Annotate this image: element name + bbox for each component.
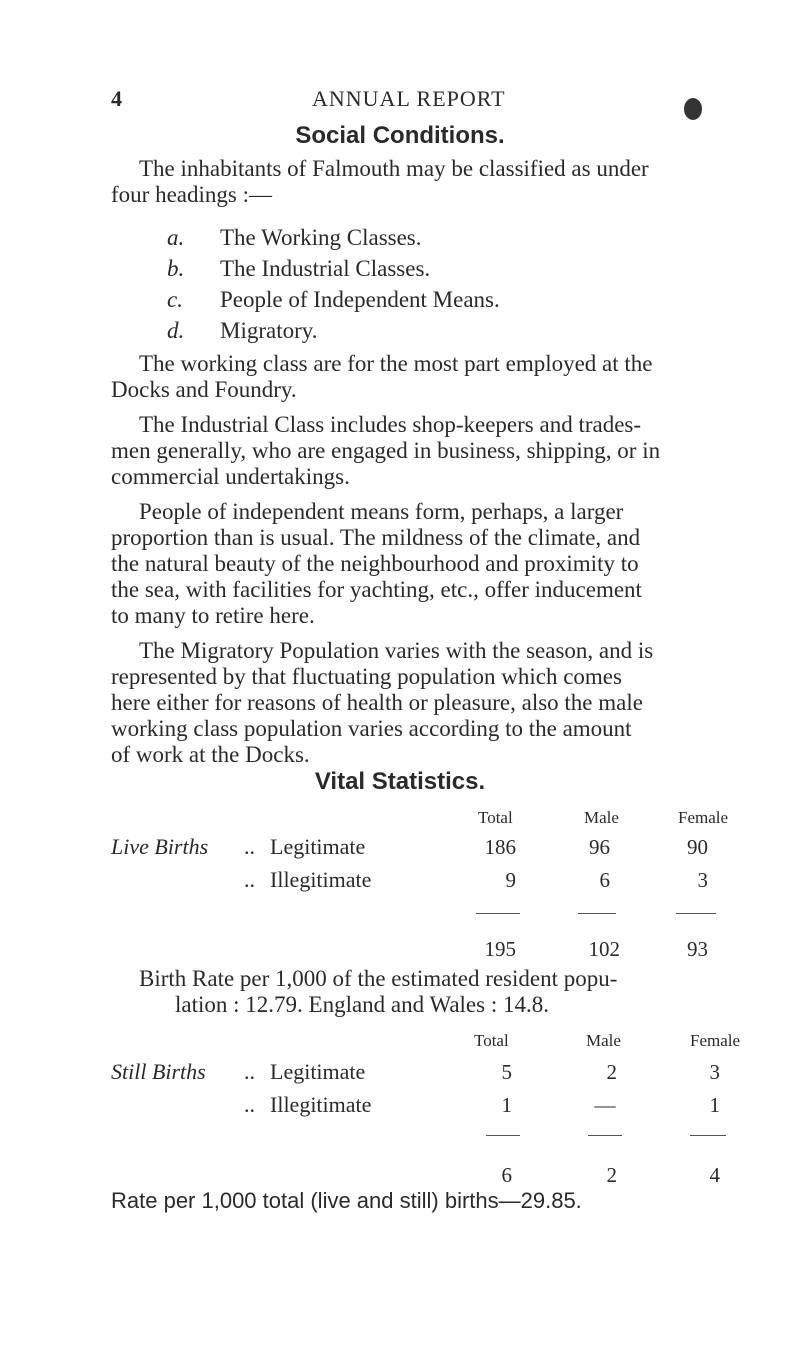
- total-male: 2: [606, 1163, 617, 1187]
- cell-female: 3: [709, 1060, 720, 1084]
- column-header-total: Total: [478, 808, 513, 827]
- vital-statistics-title: Vital Statistics.: [314, 768, 486, 795]
- paragraph-line: The working class are for the most part employed at the: [139, 351, 653, 376]
- cell-male: —: [594, 1093, 616, 1117]
- ink-blot: [684, 98, 702, 120]
- paragraph-line: the natural beauty of the neighbourhood and proximity to: [111, 551, 639, 576]
- paragraph-line: proportion than is usual. The mildness of the climate, and: [111, 525, 641, 550]
- cell-total: 5: [501, 1060, 512, 1084]
- live-births-heading: Live Births: [111, 834, 209, 859]
- total-rule: [486, 1135, 520, 1136]
- row-dots: ..: [244, 834, 255, 859]
- category-letter: b.: [167, 256, 185, 281]
- row-dots: ..: [244, 1059, 255, 1084]
- paragraph-line: to many to retire here.: [111, 603, 315, 628]
- row-dots: ..: [244, 1092, 255, 1117]
- cell-female: 1: [709, 1093, 720, 1117]
- category-letter: d.: [167, 318, 185, 343]
- column-header-male: Male: [586, 1031, 621, 1050]
- cell-female: 90: [687, 835, 708, 859]
- category-text: The Industrial Classes.: [220, 256, 431, 281]
- cell-total: 9: [505, 868, 516, 892]
- total-female: 93: [687, 937, 708, 961]
- total-rule: [588, 1135, 622, 1136]
- row-label: Illegitimate: [270, 1092, 372, 1117]
- cell-male: 96: [589, 835, 610, 859]
- cell-male: 6: [599, 868, 610, 892]
- row-label: Legitimate: [270, 834, 366, 859]
- cell-male: 2: [606, 1060, 617, 1084]
- cell-total: 1: [501, 1093, 512, 1117]
- row-label: Legitimate: [270, 1059, 366, 1084]
- page-number: 4: [111, 86, 122, 111]
- paragraph-line: The Industrial Class includes shop-keepers and trades-: [139, 412, 642, 437]
- total-rule: [676, 913, 716, 914]
- cell-female: 3: [697, 868, 708, 892]
- paragraph-line: the sea, with facilities for yachting, etc., offer inducement: [111, 577, 642, 602]
- column-header-female: Female: [678, 808, 729, 827]
- paragraph-line: The Migratory Population varies with the season, and is: [139, 638, 654, 663]
- intro-line-2: four headings :—: [111, 182, 272, 207]
- category-text: People of Independent Means.: [220, 287, 500, 312]
- total-rule: [578, 913, 616, 914]
- cell-total: 186: [484, 835, 516, 859]
- paragraph-line: working class population varies according to the amount: [111, 716, 632, 741]
- total-male: 102: [588, 937, 620, 961]
- total-rule: [476, 913, 520, 914]
- total-rule: [690, 1135, 726, 1136]
- paragraph-line: represented by that fluctuating population which comes: [111, 664, 622, 689]
- row-label: Illegitimate: [270, 867, 372, 892]
- category-letter: c.: [167, 287, 183, 312]
- running-head: ANNUAL REPORT: [312, 86, 506, 111]
- category-letter: a.: [167, 225, 185, 250]
- paragraph-line: here either for reasons of health or pleasure, also the male: [111, 690, 643, 715]
- paragraph-line: commercial undertakings.: [111, 464, 350, 489]
- intro-line-1: The inhabitants of Falmouth may be classified as under: [139, 156, 649, 181]
- paragraph-line: of work at the Docks.: [111, 742, 310, 767]
- paragraph-line: Docks and Foundry.: [111, 377, 297, 402]
- column-header-total: Total: [474, 1031, 509, 1050]
- paragraph-line: men generally, who are engaged in business, shipping, or in: [111, 438, 661, 463]
- total-total: 6: [501, 1163, 512, 1187]
- category-text: Migratory.: [220, 318, 318, 343]
- row-dots: ..: [244, 867, 255, 892]
- column-header-male: Male: [584, 808, 619, 827]
- section-title: Social Conditions.: [295, 122, 505, 149]
- category-text: The Working Classes.: [220, 225, 422, 250]
- column-header-female: Female: [690, 1031, 741, 1050]
- still-births-heading: Still Births: [111, 1059, 206, 1084]
- total-female: 4: [709, 1163, 720, 1187]
- birth-rate-line: lation : 12.79. England and Wales : 14.8.: [175, 992, 549, 1017]
- paragraph-line: People of independent means form, perhaps, a larger: [139, 499, 624, 524]
- total-total: 195: [484, 937, 516, 961]
- birth-rate-line: Birth Rate per 1,000 of the estimated resident popu-: [139, 966, 618, 991]
- total-birth-rate-line: Rate per 1,000 total (live and still) births—29.85.: [111, 1188, 582, 1213]
